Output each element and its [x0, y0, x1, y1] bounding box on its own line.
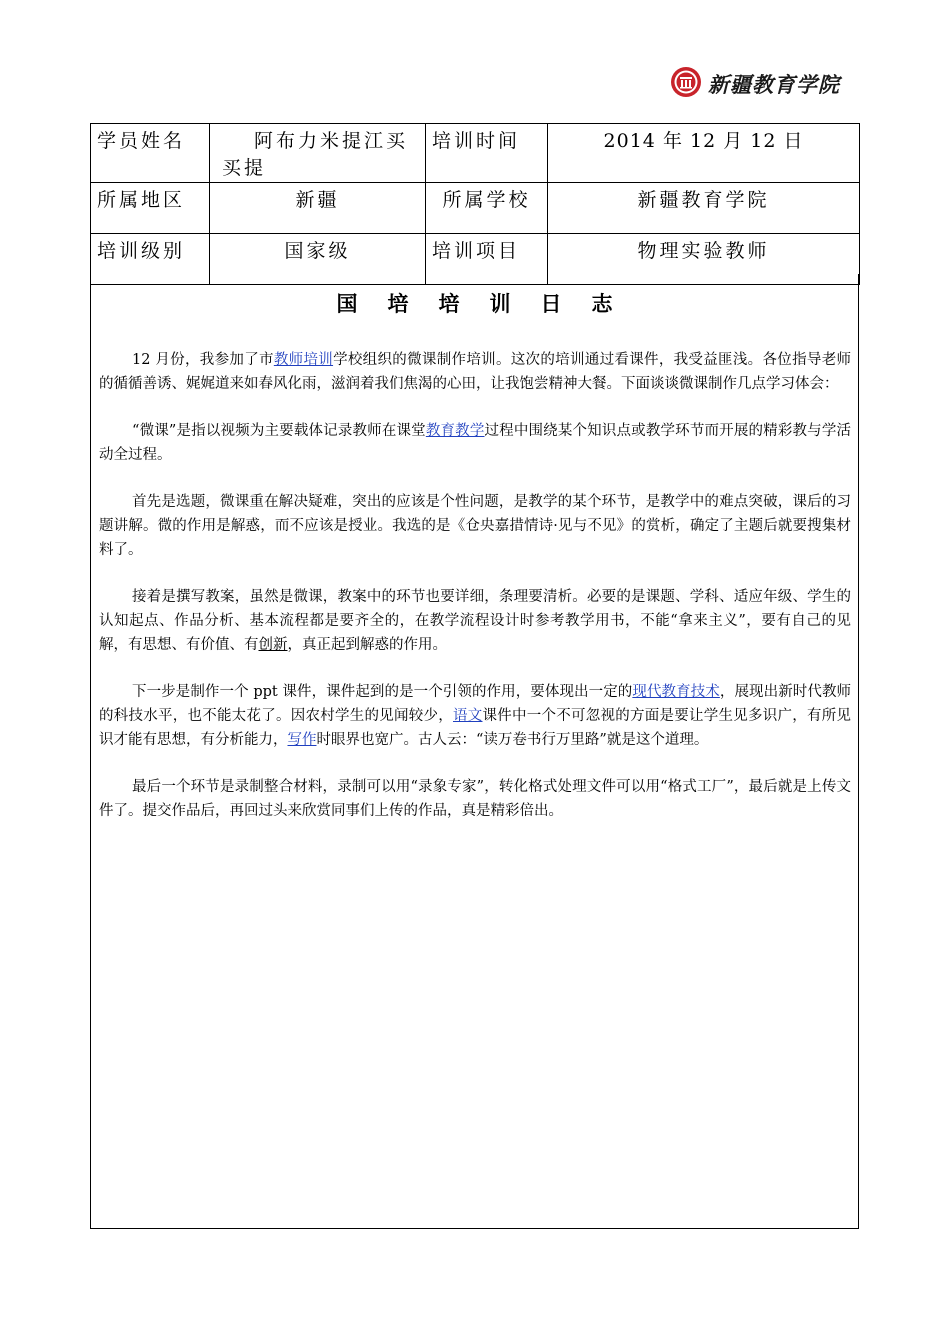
- text: 接着是撰写教案，虽然是微课，教案中的环节也要详细，条理要清析。必要的是课题、学科、适应年级、学生的认知起点、作品分析、基本流程都是要齐全的，在教学流程设计时参考教学用书，不能“拿来主义”，要有自己的见解，有思想、有价值、有: [99, 589, 851, 653]
- underlined-innovation: 创新: [258, 637, 288, 653]
- text: “微课”是指以视频为主要载体记录教师在课堂: [132, 423, 426, 439]
- text: 下一步是制作一个 ppt 课件，课件起到的是一个引领的作用，要体现出一定的: [132, 684, 633, 700]
- table-row: [91, 183, 860, 234]
- paragraph-4: [99, 585, 851, 657]
- value-training-project: 物理实验教师: [548, 234, 860, 285]
- label-training-time: 培训时间: [426, 124, 548, 183]
- link-chinese-language[interactable]: 语文: [453, 708, 483, 724]
- school-name-logo-text: 新疆教育学院: [708, 72, 840, 97]
- link-teacher-training[interactable]: 教师培训: [273, 352, 334, 368]
- label-region: 所属地区: [91, 183, 210, 234]
- text: 时眼界也宽广。古人云：“读万卷书行万里路”就是这个道理。: [316, 732, 709, 748]
- journal-title: 国培培训日志: [336, 292, 643, 316]
- journal-body: [99, 348, 851, 846]
- paragraph-6: 最后一个环节是录制整合材料，录制可以用“录象专家”，转化格式处理文件可以用“格式工厂”，最后就是上传文件了。提交作品后，再回过头来欣赏同事们上传的作品，真是精彩倍出。: [99, 779, 851, 819]
- school-emblem-icon: [670, 66, 702, 98]
- link-modern-education-technology[interactable]: 现代教育技术: [632, 684, 720, 700]
- table-row: [91, 124, 860, 183]
- value-region: 新疆: [210, 183, 426, 234]
- link-education-teaching[interactable]: 教育教学: [425, 423, 485, 439]
- link-writing[interactable]: 写作: [287, 732, 317, 748]
- value-training-level: 国家级: [210, 234, 426, 285]
- text: 课件中一个不可忽视的方面是要让学生见多识广，有所见识才能有思想，有分析能力，: [99, 708, 851, 748]
- label-training-project: 培训项目: [426, 234, 548, 285]
- text: ，展现出新时代教师的科技水平，也不能太花了。因农村学生的见闻较少，: [99, 684, 852, 724]
- school-logo: [670, 66, 870, 100]
- value-training-time: 2014 年 12 月 12 日: [548, 124, 860, 183]
- paragraph-3: 首先是选题，微课重在解决疑难，突出的应该是个性问题，是教学的某个环节，是教学中的难点突破，课后的习题讲解。微的作用是解惑，而不应该是授业。我选的是《仓央嘉措情诗·见与不见》的赏析，确定了主题后就要搜集材料了。: [99, 494, 851, 558]
- paragraph-5: [99, 680, 851, 752]
- value-name: 阿布力米提江买买提: [210, 124, 426, 183]
- paragraph-2: [99, 419, 851, 467]
- trainee-info-table: [90, 123, 860, 285]
- value-school: 新疆教育学院: [548, 183, 860, 234]
- training-journal-box: [90, 274, 859, 1229]
- label-school: 所属学校: [426, 183, 548, 234]
- text: 学校组织的微课制作培训。这次的培训通过看课件，我受益匪浅。各位指导老师的循循善诱、娓娓道来如春风化雨，滋润着我们焦渴的心田，让我饱尝精神大餐。下面谈谈微课制作几点学习体会：: [99, 352, 852, 392]
- label-name: 学员姓名: [91, 124, 210, 183]
- text: 12 月份，我参加了市: [132, 352, 274, 368]
- text: ，真正起到解惑的作用。: [287, 637, 447, 653]
- paragraph-1: [99, 348, 851, 396]
- text: 过程中围绕某个知识点或教学环节而开展的精彩教与学活动全过程。: [99, 423, 852, 463]
- label-training-level: 培训级别: [91, 234, 210, 285]
